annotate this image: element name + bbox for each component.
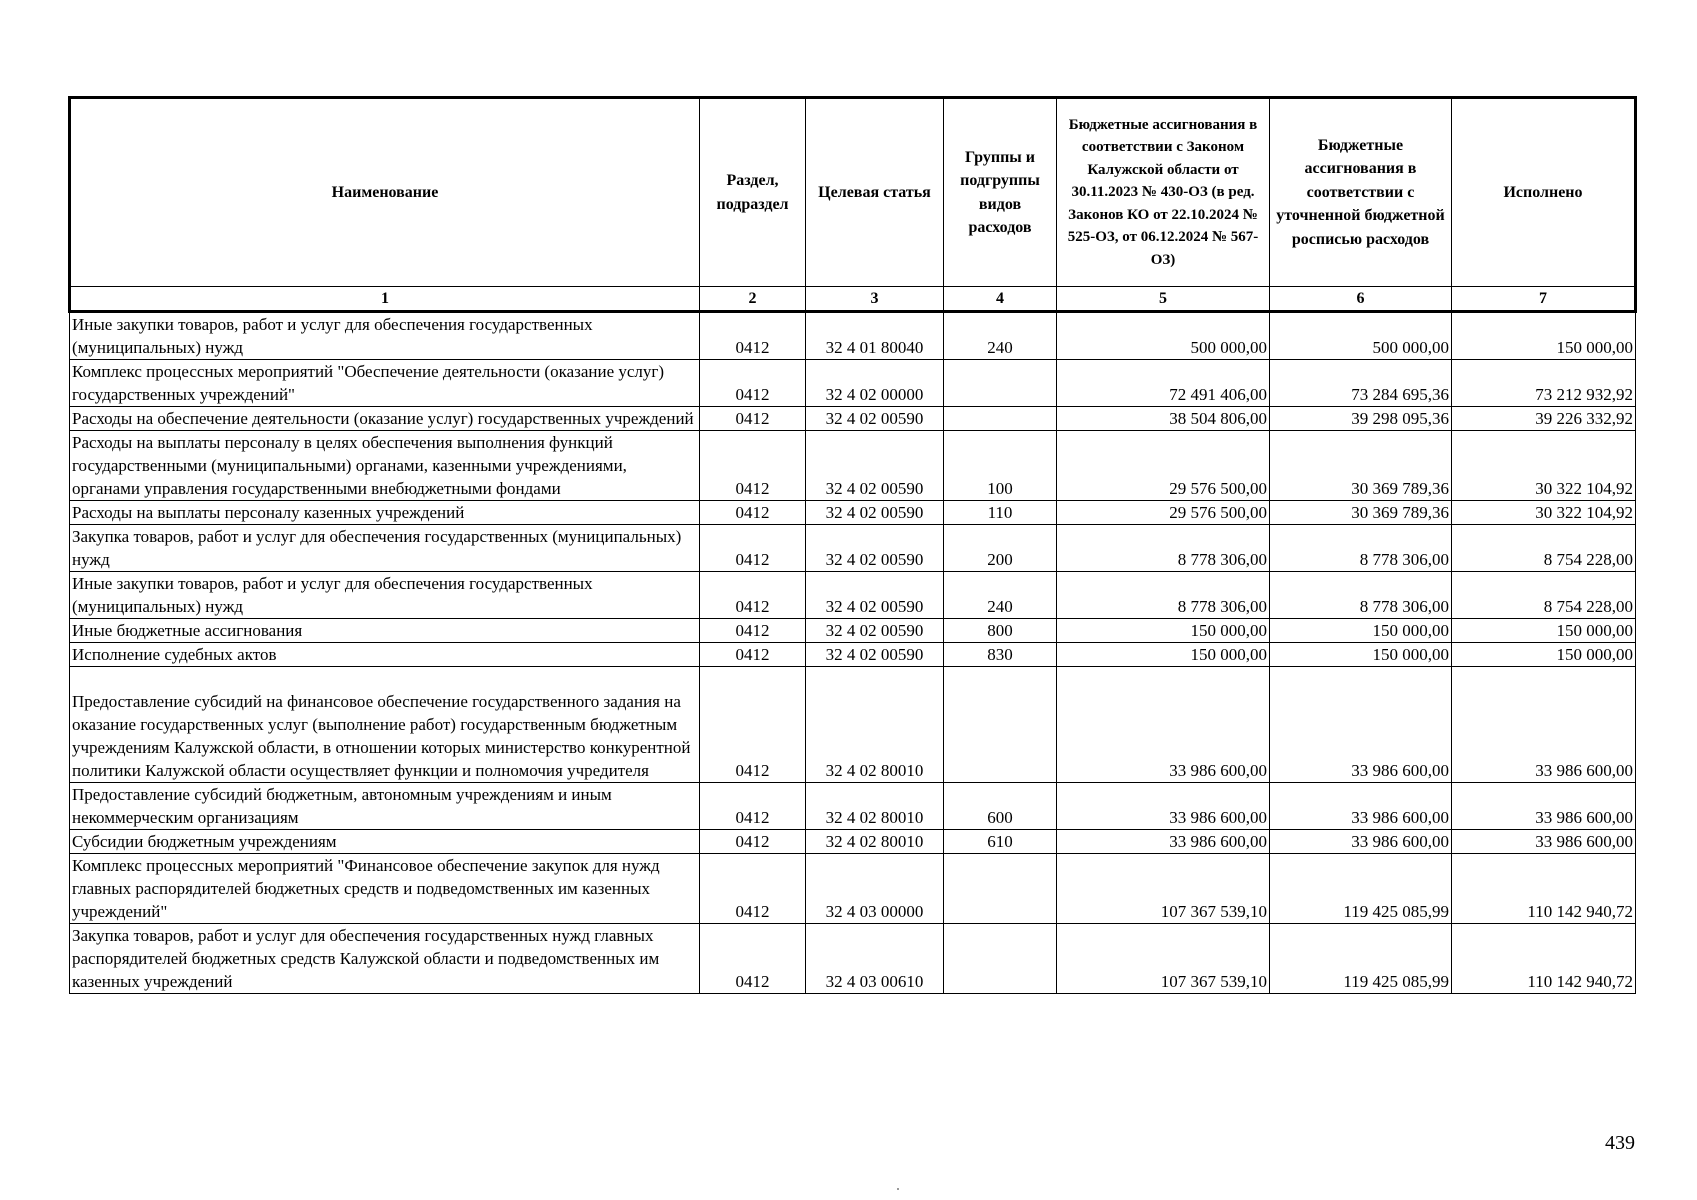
row-law-allocation: 8 778 306,00: [1057, 572, 1270, 619]
row-section: 0412: [700, 312, 806, 360]
row-name: Закупка товаров, работ и услуг для обеспечения государственных (муниципальных) нужд: [70, 525, 700, 572]
row-name: Расходы на выплаты персоналу казенных учреждений: [70, 501, 700, 525]
row-expense-group: [944, 854, 1057, 924]
row-section: 0412: [700, 572, 806, 619]
table-row: [70, 312, 1636, 360]
row-target-article: 32 4 02 00590: [806, 643, 944, 667]
header-refined-allocation: Бюджетные ассигнования в соответствии с уточненной бюджетной росписью расходов: [1270, 98, 1452, 287]
row-target-article: 32 4 02 00590: [806, 431, 944, 501]
row-expense-group: [944, 360, 1057, 407]
row-expense-group: [944, 667, 1057, 783]
row-name: Закупка товаров, работ и услуг для обеспечения государственных нужд главных распорядителей бюджетных средств Калужской области и подведомственных им казенных учреждений: [70, 924, 700, 994]
row-name: Комплекс процессных мероприятий "Обеспечение деятельности (оказание услуг) государственных учреждений": [70, 360, 700, 407]
row-law-allocation: 38 504 806,00: [1057, 407, 1270, 431]
row-target-article: 32 4 02 00000: [806, 360, 944, 407]
row-name: Расходы на обеспечение деятельности (оказание услуг) государственных учреждений: [70, 407, 700, 431]
row-target-article: 32 4 02 00590: [806, 525, 944, 572]
row-name: Комплекс процессных мероприятий "Финансовое обеспечение закупок для нужд главных распорядителей бюджетных средств и подведомственных им казенных учреждений": [70, 854, 700, 924]
table-row: [70, 360, 1636, 407]
row-refined-allocation: 33 986 600,00: [1270, 830, 1452, 854]
row-refined-allocation: 8 778 306,00: [1270, 525, 1452, 572]
row-executed: 33 986 600,00: [1452, 830, 1636, 854]
row-executed: 30 322 104,92: [1452, 501, 1636, 525]
row-refined-allocation: 73 284 695,36: [1270, 360, 1452, 407]
row-section: 0412: [700, 830, 806, 854]
row-law-allocation: 29 576 500,00: [1057, 431, 1270, 501]
page-number: 439: [1605, 1132, 1635, 1154]
column-number: 1: [70, 287, 700, 312]
row-law-allocation: 150 000,00: [1057, 619, 1270, 643]
budget-table: [68, 96, 1637, 994]
row-target-article: 32 4 01 80040: [806, 312, 944, 360]
table-row: [70, 407, 1636, 431]
column-number: 6: [1270, 287, 1452, 312]
row-executed: 150 000,00: [1452, 619, 1636, 643]
header-row: [70, 98, 1636, 287]
row-refined-allocation: 33 986 600,00: [1270, 667, 1452, 783]
header-target-article: Целевая статья: [806, 98, 944, 287]
row-refined-allocation: 119 425 085,99: [1270, 924, 1452, 994]
table-row: [70, 431, 1636, 501]
row-expense-group: 110: [944, 501, 1057, 525]
row-refined-allocation: 8 778 306,00: [1270, 572, 1452, 619]
row-law-allocation: 33 986 600,00: [1057, 667, 1270, 783]
row-section: 0412: [700, 924, 806, 994]
row-expense-group: 200: [944, 525, 1057, 572]
row-law-allocation: 107 367 539,10: [1057, 854, 1270, 924]
row-refined-allocation: 500 000,00: [1270, 312, 1452, 360]
row-target-article: 32 4 03 00610: [806, 924, 944, 994]
column-number: 4: [944, 287, 1057, 312]
row-target-article: 32 4 03 00000: [806, 854, 944, 924]
row-expense-group: 240: [944, 312, 1057, 360]
row-law-allocation: 33 986 600,00: [1057, 783, 1270, 830]
row-expense-group: 100: [944, 431, 1057, 501]
row-expense-group: 610: [944, 830, 1057, 854]
row-refined-allocation: 39 298 095,36: [1270, 407, 1452, 431]
header-section: Раздел, подраздел: [700, 98, 806, 287]
row-refined-allocation: 119 425 085,99: [1270, 854, 1452, 924]
column-number: 7: [1452, 287, 1636, 312]
row-law-allocation: 500 000,00: [1057, 312, 1270, 360]
header-executed: Исполнено: [1452, 98, 1636, 287]
row-executed: 33 986 600,00: [1452, 667, 1636, 783]
row-name: Предоставление субсидий бюджетным, автономным учреждениям и иным некоммерческим организациям: [70, 783, 700, 830]
row-name: Предоставление субсидий на финансовое обеспечение государственного задания на оказание государственных услуг (выполнение работ) государственным бюджетным учреждениям Калужской области, в отношении которых министерство конкурентной политики Калужской области осуществляет функции и полномочия учредителя: [70, 667, 700, 783]
column-number: 2: [700, 287, 806, 312]
row-executed: 8 754 228,00: [1452, 525, 1636, 572]
row-expense-group: 830: [944, 643, 1057, 667]
table-row: [70, 783, 1636, 830]
row-executed: 110 142 940,72: [1452, 854, 1636, 924]
row-name: Иные закупки товаров, работ и услуг для обеспечения государственных (муниципальных) нужд: [70, 572, 700, 619]
row-section: 0412: [700, 783, 806, 830]
row-name: Иные закупки товаров, работ и услуг для обеспечения государственных (муниципальных) нужд: [70, 312, 700, 360]
row-law-allocation: 150 000,00: [1057, 643, 1270, 667]
column-number: 3: [806, 287, 944, 312]
row-law-allocation: 33 986 600,00: [1057, 830, 1270, 854]
row-target-article: 32 4 02 00590: [806, 501, 944, 525]
row-target-article: 32 4 02 00590: [806, 619, 944, 643]
row-refined-allocation: 30 369 789,36: [1270, 501, 1452, 525]
row-target-article: 32 4 02 00590: [806, 572, 944, 619]
row-section: 0412: [700, 643, 806, 667]
row-section: 0412: [700, 431, 806, 501]
row-refined-allocation: 150 000,00: [1270, 643, 1452, 667]
row-executed: 150 000,00: [1452, 643, 1636, 667]
row-expense-group: 600: [944, 783, 1057, 830]
row-target-article: 32 4 02 80010: [806, 667, 944, 783]
header-law-allocation: Бюджетные ассигнования в соответствии с Законом Калужской области от 30.11.2023 № 430-ОЗ (в ред. Законов КО от 22.10.2024 № 525-ОЗ, от 06.12.2024 № 567-ОЗ): [1057, 98, 1270, 287]
row-section: 0412: [700, 667, 806, 783]
row-law-allocation: 107 367 539,10: [1057, 924, 1270, 994]
row-executed: 30 322 104,92: [1452, 431, 1636, 501]
table-row: [70, 643, 1636, 667]
column-number: 5: [1057, 287, 1270, 312]
row-executed: 150 000,00: [1452, 312, 1636, 360]
row-name: Иные бюджетные ассигнования: [70, 619, 700, 643]
table-row: [70, 830, 1636, 854]
row-executed: 8 754 228,00: [1452, 572, 1636, 619]
row-executed: 33 986 600,00: [1452, 783, 1636, 830]
row-name: Субсидии бюджетным учреждениям: [70, 830, 700, 854]
table-row: [70, 501, 1636, 525]
row-expense-group: [944, 407, 1057, 431]
row-refined-allocation: 33 986 600,00: [1270, 783, 1452, 830]
row-law-allocation: 8 778 306,00: [1057, 525, 1270, 572]
table-row: [70, 619, 1636, 643]
row-name: Расходы на выплаты персоналу в целях обеспечения выполнения функций государственными (муниципальными) органами, казенными учреждениями, органами управления государственными внебюджетными фондами: [70, 431, 700, 501]
row-name: Исполнение судебных актов: [70, 643, 700, 667]
row-refined-allocation: 150 000,00: [1270, 619, 1452, 643]
column-number-row: [70, 287, 1636, 312]
row-expense-group: [944, 924, 1057, 994]
row-section: 0412: [700, 407, 806, 431]
table-row: [70, 854, 1636, 924]
row-law-allocation: 72 491 406,00: [1057, 360, 1270, 407]
row-law-allocation: 29 576 500,00: [1057, 501, 1270, 525]
row-section: 0412: [700, 360, 806, 407]
table-row: [70, 572, 1636, 619]
row-target-article: 32 4 02 00590: [806, 407, 944, 431]
table-row: [70, 924, 1636, 994]
table-row: [70, 667, 1636, 783]
scan-dot: [897, 1188, 899, 1190]
table-row: [70, 525, 1636, 572]
row-expense-group: 800: [944, 619, 1057, 643]
row-target-article: 32 4 02 80010: [806, 830, 944, 854]
row-refined-allocation: 30 369 789,36: [1270, 431, 1452, 501]
row-expense-group: 240: [944, 572, 1057, 619]
row-section: 0412: [700, 854, 806, 924]
row-executed: 110 142 940,72: [1452, 924, 1636, 994]
row-target-article: 32 4 02 80010: [806, 783, 944, 830]
row-section: 0412: [700, 525, 806, 572]
row-section: 0412: [700, 619, 806, 643]
row-section: 0412: [700, 501, 806, 525]
header-name: Наименование: [70, 98, 700, 287]
header-expense-group: Группы и подгруппы видов расходов: [944, 98, 1057, 287]
row-executed: 73 212 932,92: [1452, 360, 1636, 407]
row-executed: 39 226 332,92: [1452, 407, 1636, 431]
